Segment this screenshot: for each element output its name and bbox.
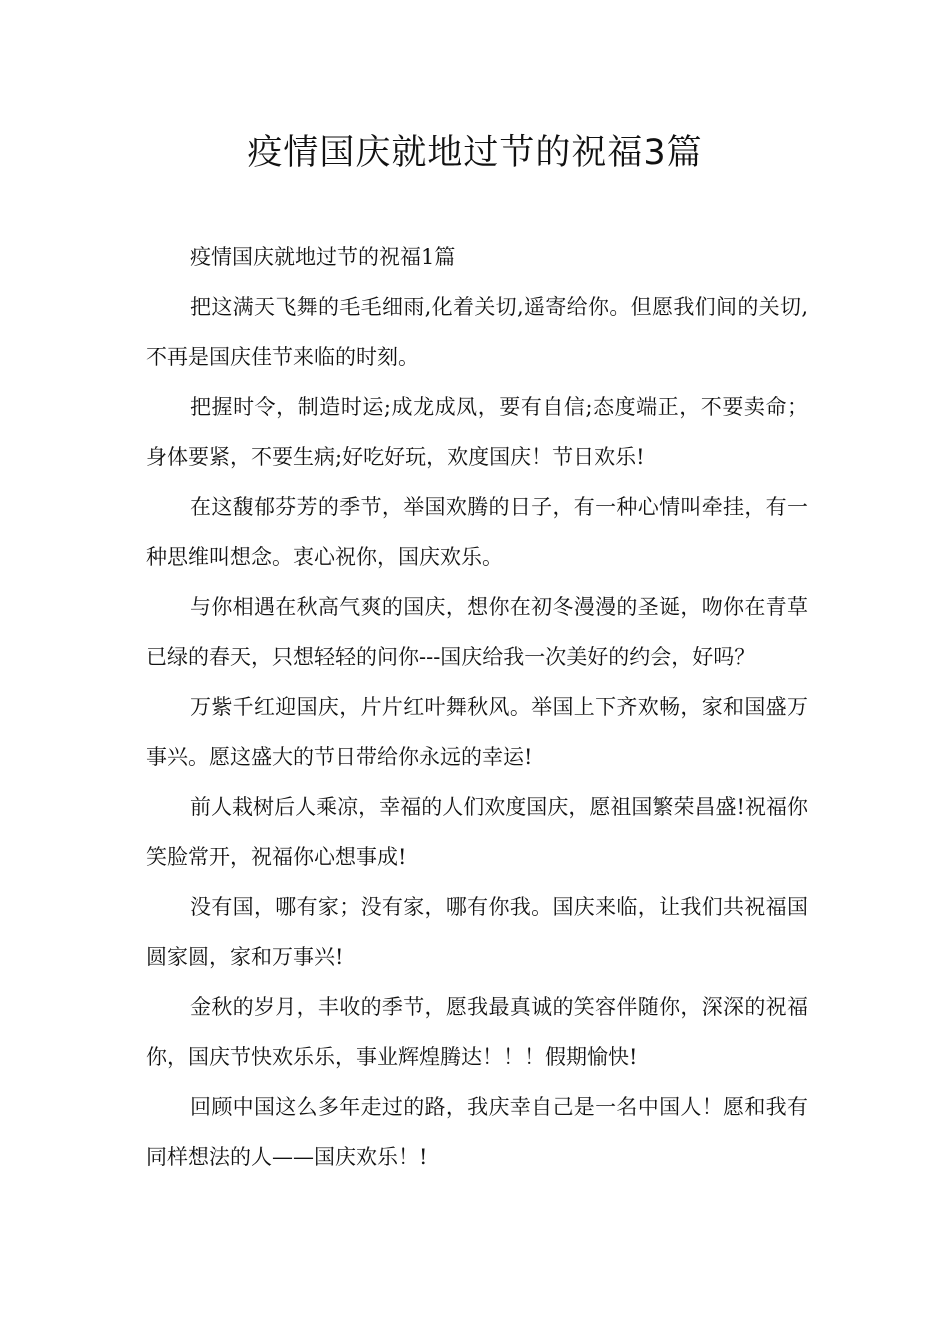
- paragraph: 前人栽树后人乘凉，幸福的人们欢度国庆，愿祖国繁荣昌盛!祝福你笑脸常开，祝福你心想事成!: [146, 795, 808, 869]
- document-body: [146, 232, 808, 1182]
- paragraph: 在这馥郁芬芳的季节，举国欢腾的日子，有一种心情叫牵挂，有一种思维叫想念。衷心祝你，国庆欢乐。: [146, 495, 808, 569]
- document-title: 疫情国庆就地过节的祝福3篇: [247, 133, 703, 173]
- paragraph: 回顾中国这么多年走过的路，我庆幸自己是一名中国人！愿和我有同样想法的人——国庆欢乐！!: [146, 1095, 808, 1169]
- paragraph: 与你相遇在秋高气爽的国庆，想你在初冬漫漫的圣诞，吻你在青草已绿的春天，只想轻轻的问你---国庆给我一次美好的约会，好吗？: [146, 595, 808, 669]
- paragraph: 金秋的岁月，丰收的季节，愿我最真诚的笑容伴随你，深深的祝福你，国庆节快欢乐乐，事业辉煌腾达！！！假期愉快!: [146, 995, 808, 1069]
- paragraph: 没有国，哪有家；没有家，哪有你我。国庆来临，让我们共祝福国圆家圆，家和万事兴!: [146, 895, 808, 969]
- paragraph: 万紫千红迎国庆，片片红叶舞秋风。举国上下齐欢畅，家和国盛万事兴。愿这盛大的节日带给你永远的幸运!: [146, 695, 808, 769]
- paragraph: 疫情国庆就地过节的祝福1篇: [190, 245, 456, 269]
- paragraph: 把这满天飞舞的毛毛细雨,化着关切,遥寄给你。但愿我们间的关切,不再是国庆佳节来临的时刻。: [146, 295, 808, 369]
- paragraph: 把握时令，制造时运;成龙成凤，要有自信;态度端正，不要卖命；身体要紧，不要生病;好吃好玩，欢度国庆！节日欢乐!: [146, 395, 808, 469]
